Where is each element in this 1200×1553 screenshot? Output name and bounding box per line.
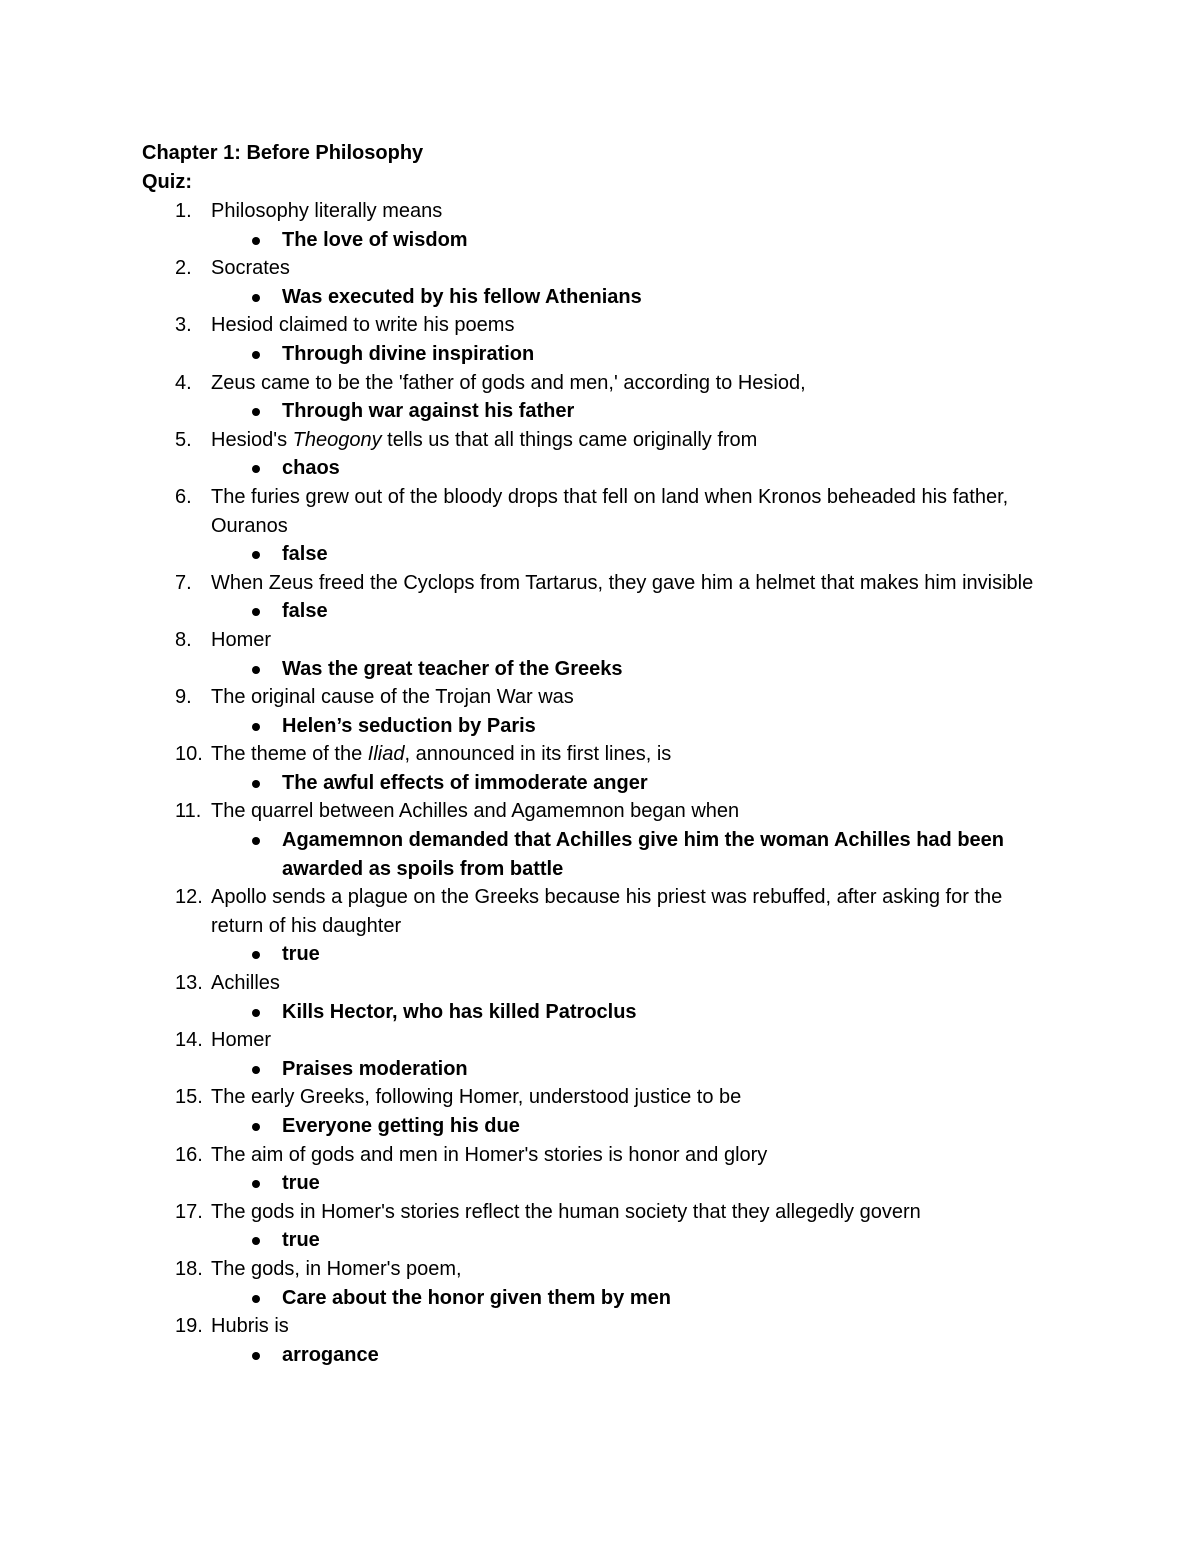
question-text-segment: Homer xyxy=(211,1029,272,1052)
answer-item xyxy=(142,940,1042,969)
answer-item xyxy=(142,1169,1042,1198)
question-text-segment: Homer xyxy=(211,628,272,651)
answer-text: Through war against his father xyxy=(282,400,575,423)
bullet-icon xyxy=(252,294,260,302)
quiz-label: Quiz: xyxy=(142,171,192,193)
question-text-segment: The early Greeks, following Homer, understood justice to be xyxy=(211,1086,742,1109)
question-item xyxy=(142,197,1042,254)
question-item xyxy=(142,626,1042,683)
question-item xyxy=(142,797,1042,883)
bullet-icon xyxy=(252,1352,260,1360)
answer-text: true xyxy=(282,1172,320,1195)
question-list xyxy=(142,197,1042,1369)
answer-item xyxy=(142,397,1042,426)
bullet-icon xyxy=(252,780,260,788)
question-text-segment: The aim of gods and men in Homer's stories is honor and glory xyxy=(211,1143,768,1166)
question-text-italic: Theogony xyxy=(292,428,382,451)
answer-text: Everyone getting his due xyxy=(282,1115,520,1137)
answer-item xyxy=(142,454,1042,483)
question-text xyxy=(211,429,757,451)
answer-text: The love of wisdom xyxy=(282,228,468,251)
question-number: 3. xyxy=(175,314,192,337)
question-item xyxy=(142,969,1042,1026)
question-text-segment: The gods in Homer's stories reflect the human society that they allegedly govern xyxy=(211,1200,921,1223)
question-text-segment: When Zeus freed the Cyclops from Tartarus, they gave him a helmet that makes him invisible xyxy=(211,571,1034,594)
question-text-italic: Iliad xyxy=(367,743,405,766)
answer-text: The awful effects of immoderate anger xyxy=(282,771,648,794)
answer-item xyxy=(142,1112,1042,1141)
chapter-title: Chapter 1: Before Philosophy xyxy=(142,142,424,164)
question-item xyxy=(142,683,1042,740)
question-number: 1. xyxy=(175,200,192,222)
answer-text: Praises moderation xyxy=(282,1057,468,1080)
question-text xyxy=(211,686,574,708)
answer-text: Helen’s seduction by Paris xyxy=(282,714,536,737)
question-number: 5. xyxy=(175,428,192,451)
question-item xyxy=(142,254,1042,311)
question-text-segment: The quarrel between Achilles and Agamemnon began when xyxy=(211,800,740,823)
answer-text: true xyxy=(282,1229,320,1252)
answer-text: Was the great teacher of the Greeks xyxy=(282,657,623,680)
question-item xyxy=(142,569,1042,626)
question-text-segment: Zeus came to be the 'father of gods and men,' according to Hesiod, xyxy=(211,371,806,394)
question-text-segment: The original cause of the Trojan War was xyxy=(211,686,574,709)
bullet-icon xyxy=(252,837,260,845)
question-text xyxy=(211,1086,741,1108)
question-text-segment: The gods, in Homer's poem, xyxy=(211,1257,462,1280)
answer-text: Care about the honor given them by men xyxy=(282,1286,671,1309)
bullet-icon xyxy=(252,237,260,245)
question-item xyxy=(142,740,1042,797)
question-number: 10. xyxy=(175,743,203,766)
answer-item xyxy=(142,998,1042,1027)
question-number: 8. xyxy=(175,628,192,651)
question-text xyxy=(211,257,290,279)
question-item xyxy=(142,369,1042,426)
question-text-segment: The furies grew out of the bloody drops that fell on land when Kronos beheaded his father, Ouranos xyxy=(211,485,1009,537)
answer-item xyxy=(142,826,1042,883)
bullet-icon xyxy=(252,1123,260,1131)
answer-item xyxy=(142,226,1042,255)
bullet-icon xyxy=(252,723,260,731)
question-text-segment: Socrates xyxy=(211,257,290,280)
question-number: 15. xyxy=(175,1086,203,1109)
bullet-icon xyxy=(252,408,260,416)
bullet-icon xyxy=(252,1066,260,1074)
question-item xyxy=(142,883,1042,969)
answer-text: false xyxy=(282,543,328,566)
question-text-segment: , announced in its first lines, is xyxy=(404,743,672,766)
question-text xyxy=(211,314,514,336)
question-number: 9. xyxy=(175,686,192,709)
question-item xyxy=(142,1255,1042,1312)
question-number: 14. xyxy=(175,1029,203,1052)
question-number: 16. xyxy=(175,1143,203,1166)
question-text xyxy=(211,200,442,222)
answer-item xyxy=(142,1341,1042,1370)
question-text xyxy=(211,572,1033,594)
question-text xyxy=(211,743,671,765)
question-number: 18. xyxy=(175,1257,203,1280)
question-number: 4. xyxy=(175,371,192,394)
bullet-icon xyxy=(252,351,260,359)
question-item xyxy=(142,483,1042,569)
answer-text: true xyxy=(282,943,320,966)
question-text xyxy=(211,1315,289,1337)
bullet-icon xyxy=(252,951,260,959)
answer-text: Kills Hector, who has killed Patroclus xyxy=(282,1000,637,1023)
question-number: 2. xyxy=(175,257,192,280)
question-item xyxy=(142,1141,1042,1198)
question-number: 17. xyxy=(175,1200,203,1223)
question-text-segment: tells us that all things came originally from xyxy=(381,428,758,451)
bullet-icon xyxy=(252,1009,260,1017)
answer-item xyxy=(142,340,1042,369)
answer-item xyxy=(142,597,1042,626)
answer-item xyxy=(142,1055,1042,1084)
question-text xyxy=(211,886,1002,937)
question-item xyxy=(142,1083,1042,1140)
answer-item xyxy=(142,769,1042,798)
question-number: 7. xyxy=(175,571,192,594)
bullet-icon xyxy=(252,465,260,473)
answer-item xyxy=(142,540,1042,569)
question-number: 11. xyxy=(175,800,202,823)
question-text xyxy=(211,1029,271,1051)
question-text xyxy=(211,629,271,651)
question-text xyxy=(211,1201,921,1223)
question-item xyxy=(142,1312,1042,1369)
question-number: 13. xyxy=(175,972,203,995)
bullet-icon xyxy=(252,1295,260,1303)
question-text-segment: Hubris is xyxy=(211,1315,289,1338)
question-item xyxy=(142,1026,1042,1083)
bullet-icon xyxy=(252,551,260,559)
answer-text: Agamemnon demanded that Achilles give him the woman Achilles had been awarded as spoils from battle xyxy=(282,829,1004,880)
question-text xyxy=(211,1144,767,1166)
question-text-segment: The theme of the xyxy=(211,743,368,766)
question-text-segment: Apollo sends a plague on the Greeks because his priest was rebuffed, after asking for the return of his daughter xyxy=(211,886,1003,937)
answer-item xyxy=(142,712,1042,741)
question-item xyxy=(142,311,1042,368)
question-text xyxy=(211,372,806,394)
bullet-icon xyxy=(252,608,260,616)
answer-item xyxy=(142,283,1042,312)
bullet-icon xyxy=(252,1237,260,1245)
answer-text: arrogance xyxy=(282,1343,379,1366)
answer-text: chaos xyxy=(282,457,340,480)
question-number: 6. xyxy=(175,485,192,508)
question-number: 19. xyxy=(175,1315,203,1338)
question-text xyxy=(211,800,739,822)
document-page xyxy=(142,139,1042,1369)
answer-text: Was executed by his fellow Athenians xyxy=(282,285,642,308)
answer-item xyxy=(142,1284,1042,1313)
answer-item xyxy=(142,655,1042,684)
answer-text: false xyxy=(282,600,328,623)
bullet-icon xyxy=(252,666,260,674)
question-number: 12. xyxy=(175,886,203,909)
answer-item xyxy=(142,1226,1042,1255)
question-text-segment: Hesiod claimed to write his poems xyxy=(211,314,515,337)
question-text-segment: Achilles xyxy=(211,972,280,995)
question-text-segment: Philosophy literally means xyxy=(211,200,443,222)
bullet-icon xyxy=(252,1180,260,1188)
question-text-segment: Hesiod's xyxy=(211,428,293,451)
question-item xyxy=(142,1198,1042,1255)
answer-text: Through divine inspiration xyxy=(282,342,535,365)
question-text xyxy=(211,486,1008,537)
question-text xyxy=(211,972,280,994)
question-item xyxy=(142,426,1042,483)
question-text xyxy=(211,1258,462,1280)
